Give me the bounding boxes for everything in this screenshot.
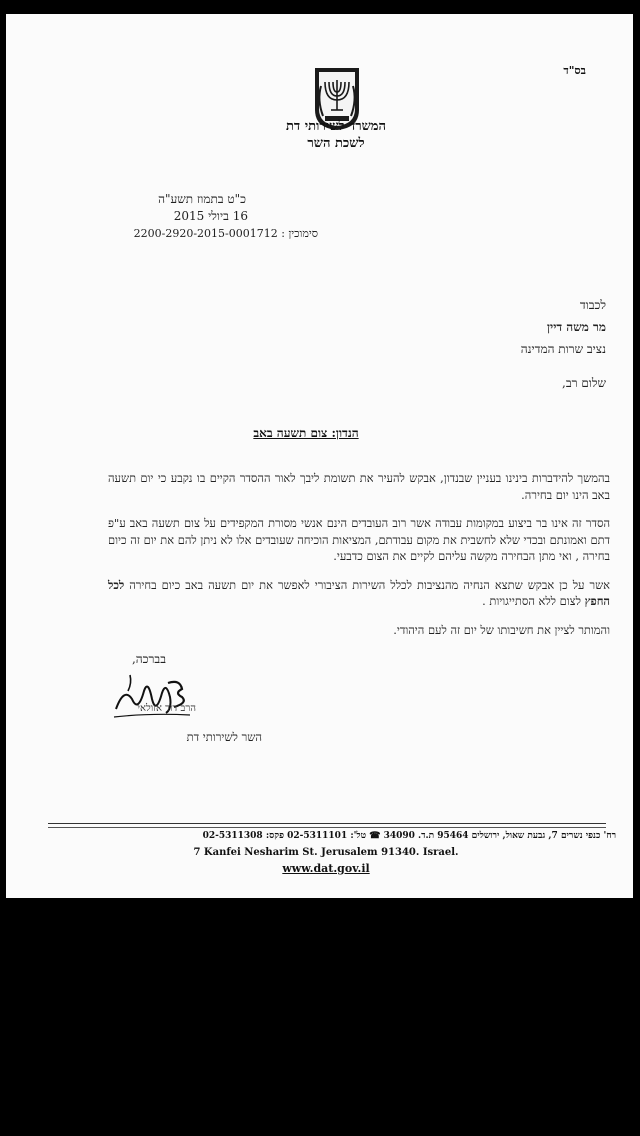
signer-title: השר לשירותי דת — [186, 730, 262, 744]
hebrew-date: כ"ט בתמוז תשע"ה — [158, 192, 246, 206]
ministry-header — [236, 118, 436, 152]
paragraph-4: והמותר לציין את חשיבותו של יום זה לעם היהודי. — [393, 622, 610, 637]
greeting: שלום רב, — [562, 376, 606, 390]
bsd-mark: בס"ד — [563, 64, 586, 77]
letter-body — [108, 470, 610, 650]
paragraph-3-bold: לכל החפץ — [108, 577, 610, 608]
footer-address-hebrew: רח' כנפי נשרים 7, גבעת שאול, ירושלים 95464 ת.ד. 34090 ☎ טל': 02-5311101 פקס: 02-5311308 — [202, 831, 616, 841]
paragraph-3 — [108, 577, 610, 610]
signer-name: הרב דוד אזולאי — [137, 703, 196, 714]
paragraph-1: בהמשך להידברות בינינו בעניין שבנדון, אבקש להעיר את תשומת ליבך לאור ההסדר הקיים בו נקבע כי יום תשעה באב הינו יום בחירה. — [108, 471, 610, 502]
closing-blessing: בברכה, — [131, 652, 166, 666]
paragraph-2: הסדר זה אינו בר ביצוע במקומות עבודה אשר רוב העובדים הינם אנשי מסורת המקפידים על צום תשעה באב ע"פ דתם ואמונתם ובכדי שלא לחשבית את מקום עבודתם, המציאות הוכיחה שעובדים אלו לא ניתן להם את יום זה כיום בחירה , ואי מתן הבחירה מקשה עליהם לקיים את הצום כדבעי. — [108, 516, 610, 563]
paragraph-3-start: אשר על כן אבקש שתצא הנחיה מהנציבות לכלל השירות הציבורי לאפשר את יום תשעה באב כיום בחירה — [124, 577, 610, 592]
paragraph-3-end: לצום ללא הסתייגויות . — [482, 594, 585, 608]
recipient-name: מר משה דיין — [547, 320, 606, 334]
letter-page — [6, 14, 633, 898]
recipient-title: נציב שרות המדינה — [520, 342, 606, 356]
reference-number: סימוכין : 2200-2920-2015-0001712 — [133, 227, 318, 240]
recipient-block — [366, 294, 606, 360]
ministry-office: לשכת השר — [307, 136, 365, 151]
gregorian-date: 16 ביולי 2015 — [173, 209, 248, 223]
footer-website-link[interactable]: www.dat.gov.il — [282, 862, 370, 875]
to-label: לכבוד — [579, 298, 606, 312]
handwritten-signature — [110, 669, 200, 731]
footer-divider — [48, 823, 606, 824]
subject-line: הנדון: צום תשעה באב — [253, 426, 359, 440]
ministry-name: המשרד לשירותי דת — [285, 119, 386, 134]
footer-address-english: 7 Kanfei Nesharim St. Jerusalem 91340. Israel. — [193, 847, 459, 858]
footer-divider-thin — [48, 827, 606, 828]
